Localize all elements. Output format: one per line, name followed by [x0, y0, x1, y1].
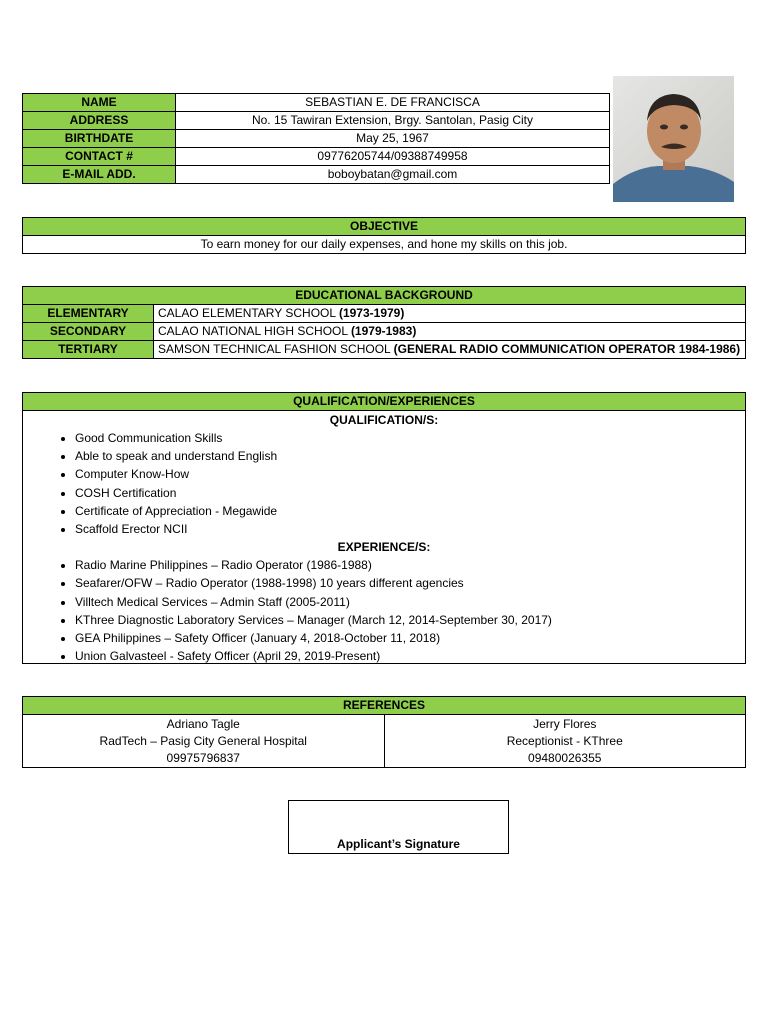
list-item: • Union Galvasteel - Safety Officer (April 29, 2019-Present) [75, 647, 745, 665]
education-table [22, 286, 746, 359]
reference-2 [384, 715, 746, 768]
info-label: E-MAIL ADD. [23, 166, 176, 184]
info-label: BIRTHDATE [23, 130, 176, 148]
education-level: TERTIARY [23, 341, 154, 359]
reference-phone: 09975796837 [166, 751, 240, 765]
signature-label: Applicant’s Signature [337, 837, 460, 851]
education-heading: EDUCATIONAL BACKGROUND [23, 287, 746, 305]
list-item: • Good Communication Skills [75, 429, 745, 447]
education-school: CALAO ELEMENTARY SCHOOL (1973-1979) [154, 305, 746, 323]
objective-text: To earn money for our daily expenses, and hone my skills on this job. [200, 237, 568, 251]
education-level: SECONDARY [23, 323, 154, 341]
reference-name: Adriano Tagle [166, 717, 240, 731]
info-value: boboybatan@gmail.com [176, 166, 610, 184]
list-item: • Seafarer/OFW – Radio Operator (1988-1998) 10 years different agencies [75, 574, 745, 592]
info-label: ADDRESS [23, 112, 176, 130]
info-value: No. 15 Tawiran Extension, Brgy. Santolan, Pasig City [176, 112, 610, 130]
education-row-elementary [23, 305, 746, 323]
list-item: • Computer Know-How [75, 465, 745, 483]
references-section [22, 696, 746, 768]
person-photo-icon [613, 76, 734, 202]
education-school: CALAO NATIONAL HIGH SCHOOL (1979-1983) [154, 323, 746, 341]
qualification-heading: QUALIFICATION/EXPERIENCES [23, 393, 745, 411]
info-value: May 25, 1967 [176, 130, 610, 148]
applicant-photo [613, 76, 734, 202]
info-value: SEBASTIAN E. DE FRANCISCA [176, 94, 610, 112]
list-item: • COSH Certification [75, 484, 745, 502]
qualification-subtitle: QUALIFICATION/S: [329, 413, 439, 427]
experience-subtitle: EXPERIENCE/S: [337, 540, 431, 555]
qualification-section [22, 392, 746, 664]
reference-1 [23, 715, 384, 768]
list-item: • Certificate of Appreciation - Megawide [75, 502, 745, 520]
objective-heading: OBJECTIVE [23, 218, 745, 236]
info-row-name [23, 94, 610, 112]
reference-org: RadTech – Pasig City General Hospital [99, 734, 307, 748]
reference-org: Receptionist - KThree [506, 734, 623, 748]
list-item: • Radio Marine Philippines – Radio Operator (1986-1988) [75, 556, 745, 574]
list-item: • KThree Diagnostic Laboratory Services – Manager (March 12, 2014-September 30, 2017) [75, 611, 745, 629]
experience-list [23, 556, 745, 665]
info-row-contact [23, 148, 610, 166]
reference-name: Jerry Flores [533, 717, 597, 731]
info-label: NAME [23, 94, 176, 112]
list-item: • Villtech Medical Services – Admin Staff (2005-2011) [75, 593, 745, 611]
personal-info-table [22, 93, 610, 184]
education-row-tertiary [23, 341, 746, 359]
qualification-list [23, 429, 745, 538]
info-label: CONTACT # [23, 148, 176, 166]
info-row-birthdate [23, 130, 610, 148]
education-row-secondary [23, 323, 746, 341]
list-item: • Scaffold Erector NCII [75, 520, 745, 538]
reference-phone: 09480026355 [528, 751, 602, 765]
info-row-address [23, 112, 610, 130]
info-row-email [23, 166, 610, 184]
signature-box [288, 800, 509, 854]
list-item: • GEA Philippines – Safety Officer (January 4, 2018-October 11, 2018) [75, 629, 745, 647]
list-item: • Able to speak and understand English [75, 447, 745, 465]
references-heading: REFERENCES [23, 697, 745, 715]
education-level: ELEMENTARY [23, 305, 154, 323]
objective-section [22, 217, 746, 254]
info-value: 09776205744/09388749958 [176, 148, 610, 166]
education-school: SAMSON TECHNICAL FASHION SCHOOL (GENERAL RADIO COMMUNICATION OPERATOR 1984-1986) [154, 341, 746, 359]
